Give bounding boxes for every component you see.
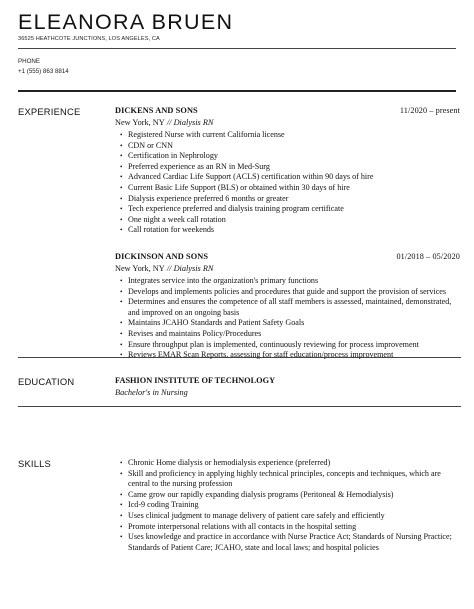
list-item: • Uses knowledge and practice in accordance with Nurse Practice Act; Standards of Nursing Practice; Standards of Patient Care; JCAHO, state and local laws; and hospital policies — [128, 532, 460, 553]
list-item: • Reviews EMAR Scan Reports, assessing for staff education/process improvement — [128, 350, 460, 361]
list-item: • Determines and ensures the competence of all staff members is assessed, maintained, demonstrated, and improved on an ongoing basis — [128, 297, 460, 318]
list-item: • Icd-9 coding Training — [128, 500, 460, 511]
experience-heading: EXPERIENCE — [18, 106, 81, 117]
list-item: • Maintains JCAHO Standards and Patient Safety Goals — [128, 318, 460, 329]
skills-list — [115, 458, 460, 553]
experience-divider — [18, 357, 461, 358]
job-entry — [115, 252, 460, 361]
skills-heading: SKILLS — [18, 458, 51, 469]
list-item: • One night a week call rotation — [128, 215, 460, 226]
list-item: • Tech experience preferred and dialysis training program certificate — [128, 204, 460, 215]
list-item: • Uses clinical judgment to manage delivery of patient care safely and efficiently — [128, 511, 460, 522]
list-item: • Advanced Cardiac Life Support (ACLS) certification within 90 days of hire — [128, 172, 460, 183]
list-item: • Registered Nurse with current California license — [128, 130, 460, 141]
list-item: • Ensure throughput plan is implemented, continuously reviewing for process improvement — [128, 340, 460, 351]
degree-name: Bachelor's in Nursing — [115, 388, 188, 397]
education-divider — [18, 406, 461, 407]
job-location-role — [115, 118, 460, 130]
list-item: • Develops and implements policies and procedures that guide and support the provision of services — [128, 287, 460, 298]
job-role: Dialysis RN — [173, 118, 214, 127]
company-name — [115, 252, 460, 264]
list-item: • CDN or CNN — [128, 141, 460, 152]
job-location-role — [115, 264, 460, 276]
list-item: • Current Basic Life Support (BLS) or obtained within 30 days of hire — [128, 183, 460, 194]
phone-value: +1 (555) 863 8814 — [18, 68, 69, 75]
company-name — [115, 106, 460, 118]
role-separator: // — [164, 118, 174, 127]
job-duties-list — [115, 130, 460, 236]
education-entry — [115, 376, 460, 397]
candidate-name: ELEANORA BRUEN — [18, 10, 234, 34]
job-dates: 01/2018 – 05/2020 — [396, 252, 460, 261]
list-item: • Integrates service into the organization's primary functions — [128, 276, 460, 287]
job-role: Dialysis RN — [173, 264, 214, 273]
skills-entry — [115, 458, 460, 553]
header-divider — [18, 48, 456, 49]
education-heading: EDUCATION — [18, 376, 75, 387]
company-label: DICKENS AND SONS — [115, 106, 198, 115]
list-item: • Call rotation for weekends — [128, 225, 460, 236]
list-item: • Skill and proficiency in applying highly technical principles, concepts and techniques, which are central to the nursing profession — [128, 469, 460, 490]
list-item: • Certification in Nephrology — [128, 151, 460, 162]
job-location: New York, NY — [115, 264, 165, 273]
job-location: New York, NY — [115, 118, 165, 127]
list-item: • Revises and maintains Policy/Procedures — [128, 329, 460, 340]
list-item: • Dialysis experience preferred 6 months or greater — [128, 194, 460, 205]
list-item: • Came grow our rapidly expanding dialysis programs (Peritoneal & Hemodialysis) — [128, 490, 460, 501]
list-item: • Chronic Home dialysis or hemodialysis experience (preferred) — [128, 458, 460, 469]
list-item: • Preferred experience as an RN in Med-Surg — [128, 162, 460, 173]
job-dates: 11/2020 – present — [399, 106, 460, 115]
list-item: • Promote interpersonal relations with all contacts in the hospital setting — [128, 522, 460, 533]
candidate-address: 36525 HEATHCOTE JUNCTIONS, LOS ANGELES, CA — [18, 36, 160, 42]
job-entry — [115, 106, 460, 236]
contact-divider — [18, 90, 456, 92]
phone-label: PHONE — [18, 58, 41, 65]
school-name: FASHION INSTITUTE OF TECHNOLOGY — [115, 376, 276, 385]
role-separator: // — [164, 264, 174, 273]
job-duties-list — [115, 276, 460, 361]
company-label: DICKINSON AND SONS — [115, 252, 209, 261]
